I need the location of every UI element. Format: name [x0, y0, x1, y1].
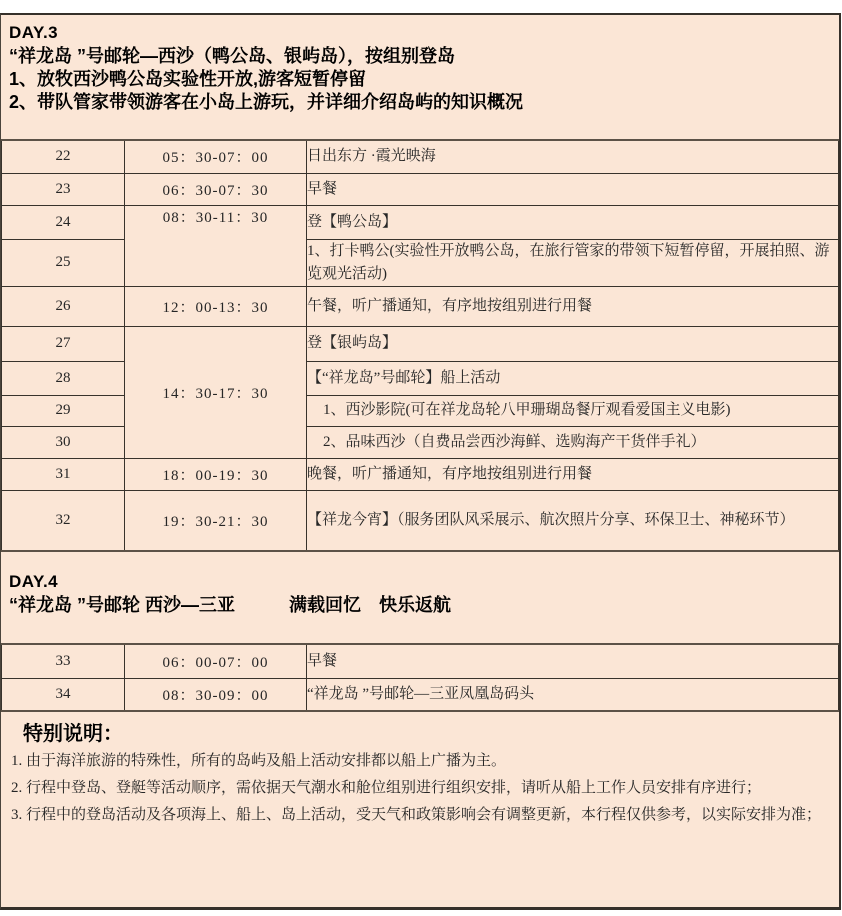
row-number-cell: 31 — [2, 458, 125, 490]
time-cell: 19：30-21：30 — [125, 490, 307, 551]
special-note-item: 2. 行程中登岛、登艇等活动顺序，需依据天气潮水和舱位组别进行组织安排，请听从船上工作人员安排有序进行； — [11, 780, 762, 796]
day4-schedule-table — [1, 643, 839, 712]
row-number-cell: 22 — [2, 140, 125, 173]
row-number-cell: 29 — [2, 395, 125, 426]
activity-cell: 晚餐，听广播通知，有序地按组别进行用餐 — [307, 458, 839, 490]
row-number-cell: 28 — [2, 361, 125, 395]
time-cell: 06：00-07：00 — [125, 644, 307, 678]
table-row — [2, 140, 839, 173]
document-frame — [0, 13, 841, 910]
special-note-item: 1. 由于海洋旅游的特殊性，所有的岛屿及船上活动安排都以船上广播为主。 — [11, 753, 507, 769]
day3-header — [1, 15, 839, 139]
row-number-cell: 23 — [2, 173, 125, 205]
special-notes-section — [1, 712, 839, 907]
time-cell: 08：30-11：30 — [125, 205, 307, 286]
activity-cell: 1、西沙影院(可在祥龙岛轮八甲珊瑚岛餐厅观看爱国主义电影) — [307, 395, 839, 426]
row-number-cell: 25 — [2, 239, 125, 286]
day3-note-1: 1、放牧西沙鸭公岛实验性开放,游客短暂停留 — [9, 69, 367, 89]
row-number-cell: 24 — [2, 205, 125, 239]
day4-title: DAY.4 — [9, 572, 59, 591]
time-cell: 12：00-13：30 — [125, 286, 307, 326]
special-note-item: 3. 行程中的登岛活动及各项海上、船上、岛上活动，受天气和政策影响会有调整更新，本行程仅供参考，以实际安排为准； — [11, 807, 822, 823]
time-cell: 14：30-17：30 — [125, 326, 307, 458]
activity-cell: 早餐 — [307, 173, 839, 205]
day4-header — [1, 552, 839, 643]
table-row — [2, 490, 839, 551]
activity-cell: 登【银屿岛】 — [307, 326, 839, 361]
table-row — [2, 326, 839, 361]
day3-note-2: 2、带队管家带领游客在小岛上游玩，并详细介绍岛屿的知识概况 — [9, 92, 524, 112]
time-cell: 18：00-19：30 — [125, 458, 307, 490]
activity-cell: 【“祥龙岛”号邮轮】船上活动 — [307, 361, 839, 395]
table-row — [2, 458, 839, 490]
time-cell: 06：30-07：30 — [125, 173, 307, 205]
day3-subtitle: “祥龙岛 ”号邮轮—西沙（鸭公岛、银屿岛），按组别登岛 — [9, 46, 455, 66]
row-number-cell: 34 — [2, 678, 125, 711]
activity-cell: 日出东方 ·霞光映海 — [307, 140, 839, 173]
activity-cell: 【祥龙今宵】（服务团队风采展示、航次照片分享、环保卫士、神秘环节） — [307, 490, 839, 551]
row-number-cell: 27 — [2, 326, 125, 361]
day3-title: DAY.3 — [9, 23, 59, 42]
activity-cell: 登【鸭公岛】 — [307, 205, 839, 239]
special-notes-title: 特别说明： — [23, 723, 123, 745]
row-number-cell: 32 — [2, 490, 125, 551]
row-number-cell: 26 — [2, 286, 125, 326]
day3-schedule-table — [1, 139, 839, 552]
activity-cell: “祥龙岛 ”号邮轮—三亚凤凰岛码头 — [307, 678, 839, 711]
row-number-cell: 33 — [2, 644, 125, 678]
row-number-cell: 30 — [2, 426, 125, 458]
table-row — [2, 644, 839, 678]
activity-cell: 早餐 — [307, 644, 839, 678]
time-cell: 08：30-09：00 — [125, 678, 307, 711]
table-row — [2, 205, 839, 239]
time-cell: 05：30-07：00 — [125, 140, 307, 173]
activity-cell: 午餐，听广播通知，有序地按组别进行用餐 — [307, 286, 839, 326]
table-row — [2, 678, 839, 711]
day4-subtitle: “祥龙岛 ”号邮轮 西沙—三亚 满载回忆 快乐返航 — [9, 595, 451, 615]
table-row — [2, 286, 839, 326]
table-row — [2, 173, 839, 205]
activity-cell: 2、品味西沙（自费品尝西沙海鲜、选购海产干货伴手礼） — [307, 426, 839, 458]
activity-cell: 1、打卡鸭公(实验性开放鸭公岛，在旅行管家的带领下短暂停留，开展拍照、游览观光活动) — [307, 239, 839, 286]
